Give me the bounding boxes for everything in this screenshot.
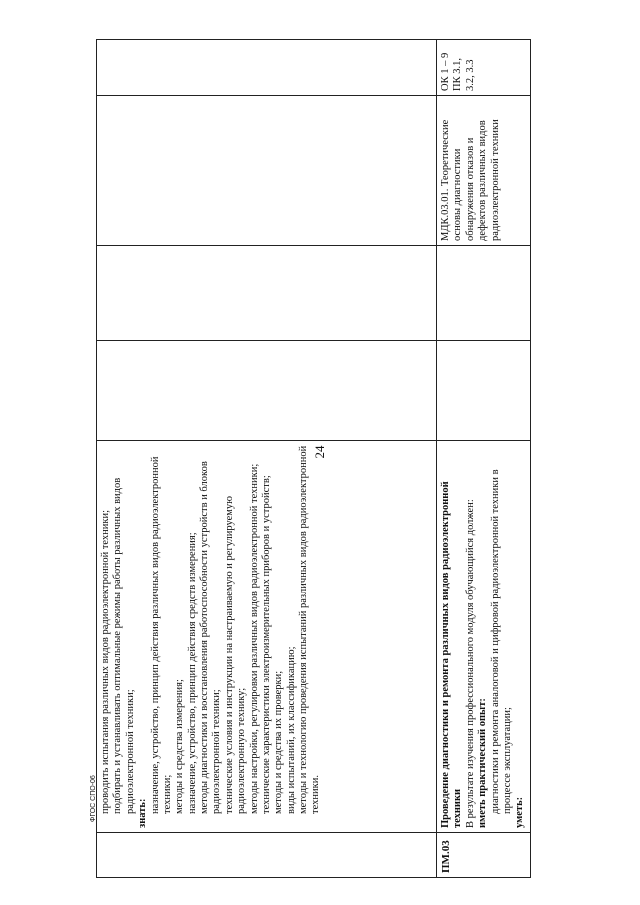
content-lines — [100, 445, 323, 828]
hours-cell — [437, 341, 531, 441]
content-line: методы настройки, регулировки различных видов радиоэлектронной техники; — [248, 463, 260, 814]
competence-cell — [97, 40, 437, 96]
table-row — [97, 40, 437, 878]
content-line: назначение, устройство, принцип действия средств измерения; — [186, 532, 198, 814]
content-line: методы и средства их проверки; — [273, 670, 285, 814]
content-line: методы и технологию проведения испытаний различных видов радиоэлектронной техники. — [298, 445, 322, 814]
content-lines — [440, 445, 527, 828]
competence-line: ОК 1 – 9 — [440, 52, 451, 91]
content-line: уметь: — [514, 796, 526, 828]
course-cell — [97, 96, 437, 246]
content-line: иметь практический опыт: — [477, 698, 489, 828]
hours-cell — [97, 246, 437, 341]
content-line: В результате изучения профессионального модуля обучающийся должен: — [464, 499, 476, 828]
content-line: знать: — [137, 798, 149, 828]
hours-cell — [437, 246, 531, 341]
content-line: назначение, устройство, принцип действия различных видов радиоэлектронной техники; — [149, 456, 173, 814]
rotated-table-container — [96, 40, 526, 878]
content-line: подбирать и устанавливать оптимальные режимы работы различных видов радиоэлектронной техники; — [112, 477, 136, 814]
footer-label: ФГОС СПО-06 — [90, 775, 97, 822]
content-line: диагностики и ремонта аналоговой и цифровой радиоэлектронной техники в процессе эксплуатации; — [489, 469, 513, 814]
competence-line: ПК 3.1, 3.2, 3.3 — [452, 58, 476, 91]
content-line: технические условия и инструкции на настраиваемую и регулируемую радиоэлектронную технику; — [223, 495, 248, 814]
competence-cell — [437, 40, 531, 96]
content-line: Проведение диагностики и ремонта различных видов радиоэлектронной техники — [440, 481, 464, 828]
content-line: проводить испытания различных видов радиоэлектронной техники; — [100, 509, 111, 814]
module-code-cell — [97, 833, 437, 878]
table-row — [437, 40, 531, 878]
page-number: 24 — [312, 445, 327, 459]
curriculum-table — [96, 39, 531, 878]
hours-cell — [97, 341, 437, 441]
course-cell: МДК.03.01. Теоретические основы диагностики обнаружения отказов и дефектов различных видов радиоэлектронной техники — [437, 96, 531, 246]
content-cell — [437, 441, 531, 833]
module-code-cell: ПМ.03 — [437, 833, 531, 878]
content-line: методы диагностики и восстановления работоспособности устройств и блоков радиоэлектронной техники; — [199, 461, 223, 814]
content-line: виды испытаний, их классификацию; — [285, 646, 297, 814]
content-line: технические характеристики электроизмерительных приборов и устройств; — [260, 475, 272, 814]
content-line: методы и средства измерения; — [174, 679, 186, 814]
content-cell — [97, 441, 437, 833]
